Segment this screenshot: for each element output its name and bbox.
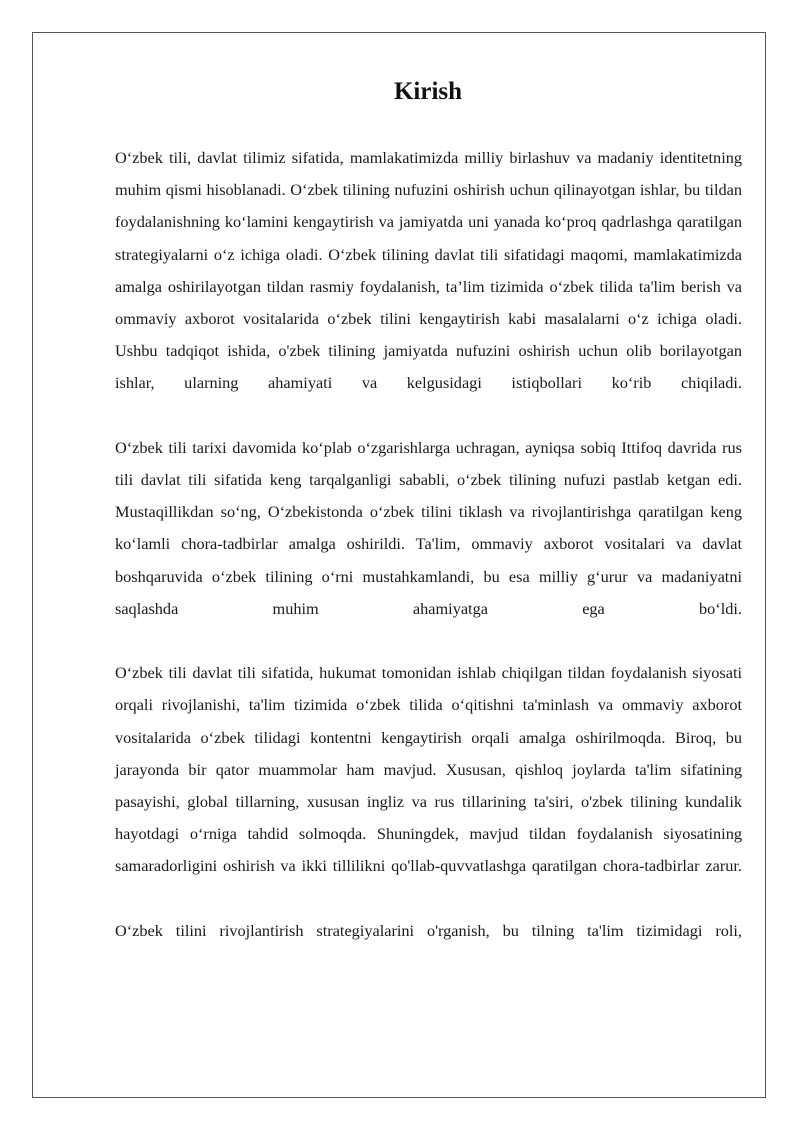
document-body — [115, 142, 742, 979]
document-title: Kirish — [393, 78, 463, 105]
paragraph-3: O‘zbek tili davlat tili sifatida, hukumat tomonidan ishlab chiqilgan tildan foydalanish siyosati orqali rivojlanishi, ta'lim tizimida o‘zbek tilida o‘qitishni ta'minlash va ommaviy axborot vositalarida o‘zbek tilidagi kontentni kengaytirish orqali amalga oshirilmoqda. Biroq, bu jarayonda bir qator muammolar ham mavjud. Xususan, qishloq joylarda ta'lim sifatining pasayishi, global tillarning, xususan ingliz va rus tillarining ta'siri, o'zbek tilining kundalik hayotdagi o‘rniga tahdid solmoqda. Shuningdek, mavjud tildan foydalanish siyosatining samaradorligini oshirish va ikki tillilikni qo'llab-quvvatlashga qaratilgan chora-tadbirlar zarur. — [115, 663, 742, 876]
paragraph-2: O‘zbek tili tarixi davomida ko‘plab o‘zgarishlarga uchragan, ayniqsa sobiq Ittifoq davrida rus tili davlat tili sifatida keng tarqalganligi sababli, o‘zbek tilining nufuzi pastlab ketgan edi. Mustaqillikdan so‘ng, O‘zbekistonda o‘zbek tilini tiklash va rivojlantirishga qaratilgan keng ko‘lamli chora-tadbirlar amalga oshirildi. Ta'lim, ommaviy axborot vositalari va davlat boshqaruvida o‘zbek tilining o‘rni mustahkamlandi, bu esa milliy g‘urur va madaniyatni saqlashda muhim ahamiyatga ega bo‘ldi. — [115, 437, 742, 618]
paragraph-1: O‘zbek tili, davlat tilimiz sifatida, mamlakatimizda milliy birlashuv va madaniy identitetning muhim qismi hisoblanadi. O‘zbek tilining nufuzini oshirish uchun qilinayotgan ishlar, bu tildan foydalanishning ko‘lamini kengaytirish va jamiyatda uni yanada ko‘proq qadrlashga qaratilgan strategiyalarni o‘z ichiga oladi. O‘zbek tilining davlat tili sifatidagi maqomi, mamlakatimizda amalga oshirilayotgan tildan rasmiy foydalanish, ta’lim tizimida o‘zbek tilida ta'lim berish va ommaviy axborot vositalarida o‘zbek tilini kengaytirish kabi masalalarni o‘z ichiga oladi. Ushbu tadqiqot ishida, o'zbek tilining jamiyatda nufuzini oshirish uchun olib borilayotgan ishlar, ularning ahamiyati va kelgusidagi istiqbollari ko‘rib chiqiladi. — [115, 148, 742, 393]
paragraph-4: O‘zbek tilini rivojlantirish strategiyalarini o'rganish, bu tilning ta'lim tizimidagi roli, — [115, 920, 742, 940]
